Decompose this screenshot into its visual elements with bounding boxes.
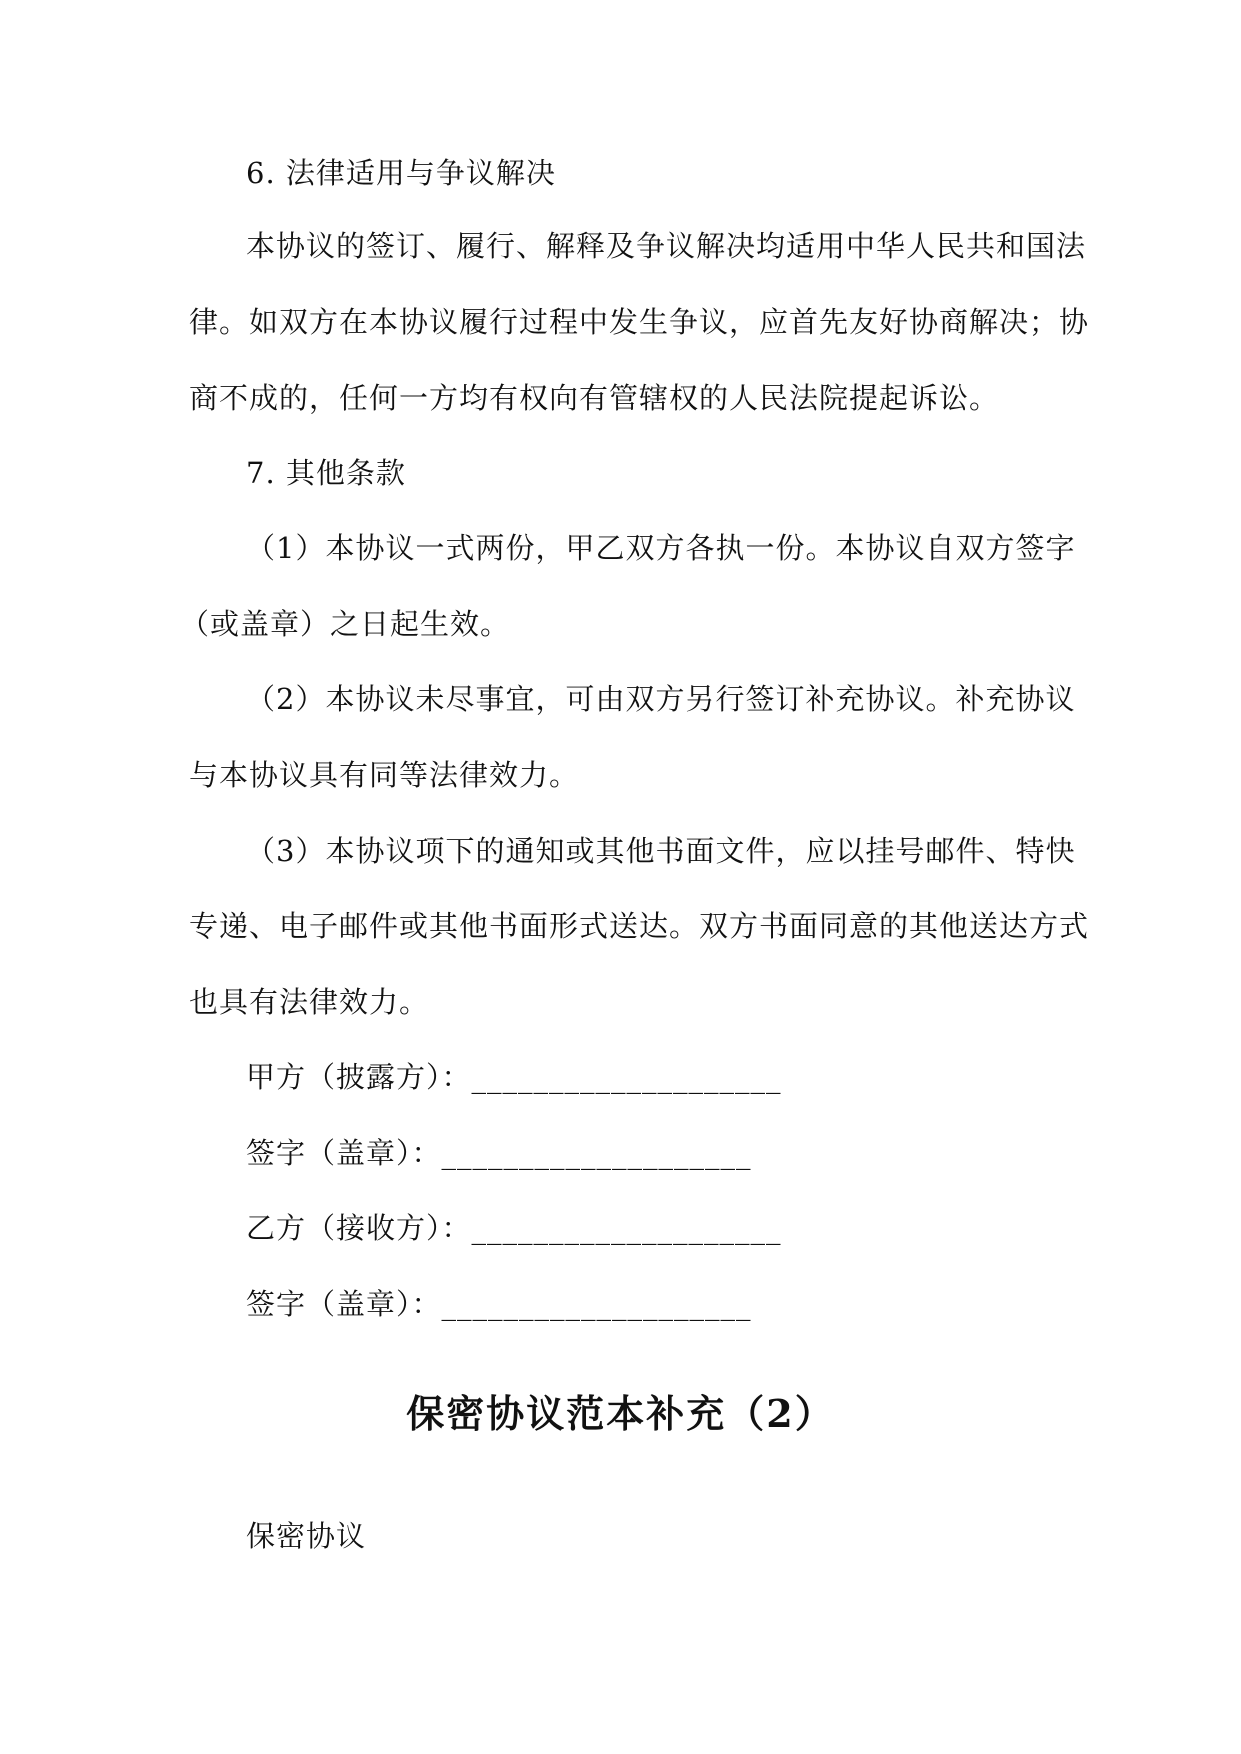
clause-1-line-2: （或盖章）之日起生效。 [180, 607, 511, 641]
clause-2-line-2: 与本协议具有同等法律效力。 [189, 758, 580, 792]
section-7-heading: 7. 其他条款 [246, 456, 406, 490]
clause-3-line-2: 专递、电子邮件或其他书面形式送达。双方书面同意的其他送达方式 [189, 909, 1090, 943]
party-b-signature-line: 乙方（接收方）：____________________ [246, 1211, 782, 1245]
clause-1-line-1: （1）本协议一式两份，甲乙双方各执一份。本协议自双方签字 [246, 531, 1076, 565]
section-6-paragraph-line-2: 律。如双方在本协议履行过程中发生争议，应首先友好协商解决；协 [189, 305, 1090, 339]
agreement-subtitle: 保密协议 [246, 1519, 367, 1553]
party-a-seal-line: 签字（盖章）：____________________ [246, 1136, 752, 1170]
section-6-paragraph-line-3: 商不成的，任何一方均有权向有管辖权的人民法院提起诉讼。 [189, 381, 1000, 415]
section-6-heading: 6. 法律适用与争议解决 [246, 156, 556, 190]
party-a-signature-line: 甲方（披露方）：____________________ [246, 1060, 782, 1094]
clause-3-line-1: （3）本协议项下的通知或其他书面文件，应以挂号邮件、特快 [246, 834, 1076, 868]
section-6-paragraph-line-1: 本协议的签订、履行、解释及争议解决均适用中华人民共和国法 [246, 229, 1087, 263]
section-title: 保密协议范本补充（2） [406, 1391, 835, 1436]
party-b-seal-line: 签字（盖章）：____________________ [246, 1287, 752, 1321]
clause-3-line-3: 也具有法律效力。 [189, 985, 430, 1019]
clause-2-line-1: （2）本协议未尽事宜，可由双方另行签订补充协议。补充协议 [246, 682, 1076, 716]
